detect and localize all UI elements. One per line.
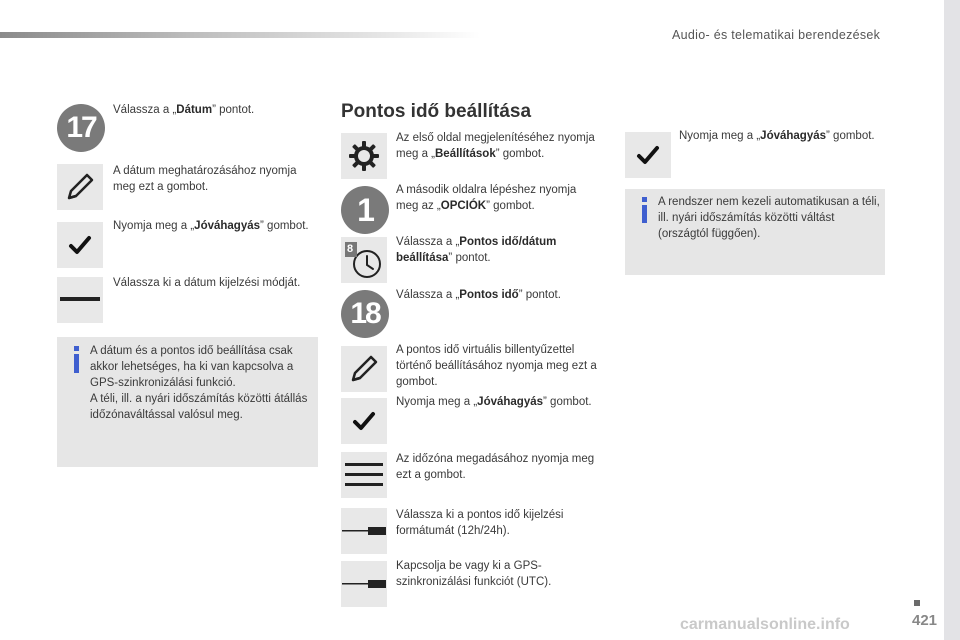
settings-button[interactable]	[341, 133, 387, 179]
header-title: Audio- és telematikai berendezések	[672, 28, 881, 42]
toggle-slider-icon	[342, 525, 386, 537]
page-edge-strip	[944, 0, 960, 640]
date-pencil-text: A dátum meghatározásához nyomja meg ezt a gombot.	[113, 165, 297, 193]
timezone-text: Az időzóna megadásához nyomja meg ezt a gombot.	[396, 453, 595, 481]
date-format-selector[interactable]	[57, 277, 103, 323]
timezone-button[interactable]	[341, 452, 387, 498]
info-icon	[74, 354, 79, 373]
step-18-text: Válassza a „Pontos idő” pontot.	[396, 289, 561, 301]
right-confirm-button[interactable]	[625, 132, 671, 178]
gps-sync-text: Kapcsolja be vagy ki a GPS-szinkronizálási funkciót (UTC).	[396, 560, 552, 588]
dst-note-text: A rendszer nem kezeli automatikusan a téli, ill. nyári időszámítás közötti váltást (országtól függően).	[658, 196, 880, 240]
info-icon-dot	[642, 197, 647, 202]
confirm-button[interactable]	[57, 222, 103, 268]
date-note-text: A dátum és a pontos idő beállítása csak akkor lehetséges, ha ki van kapcsolva a GPS-szinkronizálási funkció. A téli, ill. a nyári időszámítás közötti átállás időzónaváltással valósul meg.	[90, 345, 308, 421]
checkmark-icon	[68, 233, 92, 257]
pencil-icon	[347, 352, 381, 386]
header-gradient-bar	[0, 32, 480, 38]
time-format-toggle[interactable]	[341, 508, 387, 554]
watermark: carmanualsonline.info	[680, 616, 850, 633]
time-pencil-button[interactable]	[341, 346, 387, 392]
dst-info-note	[625, 189, 885, 275]
page-marker	[914, 600, 920, 606]
left-confirm-text: Nyomja meg a „Jóváhagyás” gombot.	[113, 220, 309, 232]
middle-confirm-button[interactable]	[341, 398, 387, 444]
checkmark-icon	[636, 143, 660, 167]
page-number: 421	[912, 612, 938, 629]
step-17-badge: 17	[57, 104, 105, 152]
settings-text: Az első oldal megjelenítéséhez nyomja meg a „Beállítások” gombot.	[396, 132, 595, 160]
clock-date-text: Válassza a „Pontos idő/dátum beállítása” pontot.	[396, 236, 557, 264]
step-1-badge: 1	[341, 186, 389, 234]
format-bar-icon	[60, 294, 100, 306]
step-18-badge: 18	[341, 290, 389, 338]
gear-icon	[348, 140, 380, 172]
menu-lines-icon	[345, 460, 383, 490]
gps-sync-toggle[interactable]	[341, 561, 387, 607]
clock-date-button[interactable]	[341, 237, 387, 283]
step-1-text: A második oldalra lépéshez nyomja meg az „OPCIÓK” gombot.	[396, 184, 577, 212]
time-format-text: Válassza ki a pontos idő kijelzési formátumát (12h/24h).	[396, 509, 564, 537]
section-title: Pontos idő beállítása	[341, 101, 532, 122]
middle-confirm-text: Nyomja meg a „Jóváhagyás” gombot.	[396, 396, 592, 408]
toggle-slider-icon	[342, 578, 386, 590]
pencil-icon	[63, 170, 97, 204]
pencil-button[interactable]	[57, 164, 103, 210]
info-icon-dot	[74, 346, 79, 351]
clock-number-badge: 8	[347, 243, 354, 255]
right-confirm-text: Nyomja meg a „Jóváhagyás” gombot.	[679, 130, 875, 142]
date-info-note	[57, 337, 318, 467]
date-format-text: Válassza ki a dátum kijelzési módját.	[113, 277, 301, 289]
time-pencil-text: A pontos idő virtuális billentyűzettel történő beállításához nyomja meg ezt a gombot.	[396, 344, 597, 388]
info-icon	[642, 205, 647, 223]
step-17-text: Válassza a „Dátum” pontot.	[113, 104, 255, 116]
checkmark-icon	[352, 409, 376, 433]
